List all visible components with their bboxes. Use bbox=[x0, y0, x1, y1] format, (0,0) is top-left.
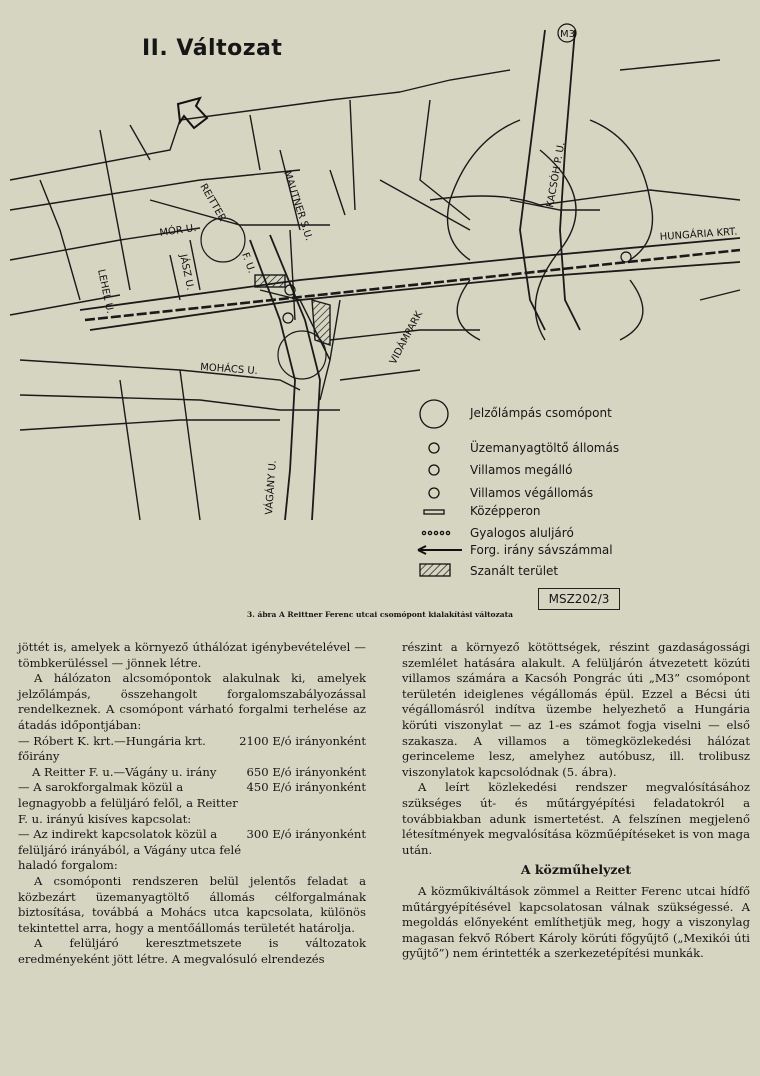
list-item bbox=[18, 780, 366, 827]
hatched-area-icon bbox=[420, 564, 450, 576]
label-kacsoh: KACSÓH P. U. bbox=[545, 141, 568, 209]
label-vagany: VÁGÁNY U. bbox=[264, 459, 279, 516]
list-item bbox=[18, 765, 366, 781]
label-mor: MÓR U. bbox=[158, 222, 198, 239]
label-reitter: REITTER bbox=[197, 182, 228, 224]
legend-label-2: Üzemanyagtöltő állomás bbox=[470, 441, 620, 455]
list-item-value: 2100 E/ó irányonként bbox=[239, 733, 366, 748]
m3-ramp-east bbox=[560, 30, 580, 330]
left-column bbox=[18, 640, 366, 967]
circle-icon bbox=[420, 400, 448, 428]
block-line bbox=[10, 92, 400, 180]
stamp-label: MSZ202/3 bbox=[538, 588, 620, 610]
fuel-station-marker bbox=[283, 313, 293, 323]
legend-symbols bbox=[418, 400, 462, 576]
section-heading: A közműhelyzet bbox=[520, 862, 632, 878]
tram-terminus-marker bbox=[621, 252, 631, 262]
left-paragraph-3: A csomóponti rendszeren belül jelentős feladat a közbezárt üzemanyagtöltő állomás célforgalmának biztosítása, továbbá a Mohács utca kapcsolata, különös tekintettel arra, hogy a mentőállomás területét határolja. bbox=[18, 873, 366, 935]
right-column bbox=[402, 640, 750, 962]
list-item-label: A Reitter F. u.—Vágány u. irány bbox=[32, 764, 217, 779]
legend-label-4: Villamos végállomás bbox=[470, 486, 594, 500]
list-item-label: — Az indirekt kapcsolatok közül a felüljáró irányából, a Vágány utca felé haladó forgalom: bbox=[18, 827, 242, 873]
fuel-station-icon bbox=[429, 443, 439, 453]
cleared-area-1 bbox=[255, 275, 285, 287]
list-item bbox=[18, 734, 366, 765]
label-fu: F. U. bbox=[239, 251, 257, 275]
legend-label-8: Szanált terület bbox=[470, 564, 559, 578]
right-paragraph-1: részint a környező kötöttségek, részint gazdaságossági szemlélet hatására alakult. A felüljárón átvezetett közúti villamos számára a Kacsóh Pongrác úti „M3” csomópont területén ideiglenes végállomás épül. Ezzel a Bécsi úti végállomásról indítva üzembe helyezhető a Hungária körúti viszonylat — az 1-es számot fogja viselni — első szakasza. A villamos a tömegközlekedési hálózat gerinceleme lesz, amelyhez autóbusz, ill. trolibusz viszonylatok kapcsolódnak (5. ábra). bbox=[402, 640, 750, 779]
tram-stop-icon bbox=[429, 465, 439, 475]
right-paragraph-2: A leírt közlekedési rendszer megvalósításához szükséges út- és műtárgyépítési feladatokról a továbbiakban adunk ismertetést. A felszínen megjelenő létesítmények megvalósítása közműépítéseket is von maga után. bbox=[402, 780, 750, 857]
legend-label-3: Villamos megálló bbox=[470, 463, 573, 477]
figure-title: II. Változat bbox=[142, 36, 283, 61]
right-paragraph-3: A közműkiváltások zömmel a Reitter Ferenc utcai hídfő műtárgyépítésével kapcsolatosan válnak szükségessé. A megoldás előnyeként említhetjük meg, hogy a viszonylag magasan fekvő Róbert Károly körúti főgyűjtő („Mexikói úti gyűjtő”) nem érintették a szerkezetépítési munkák. bbox=[402, 883, 750, 961]
left-paragraph-1: jöttét is, amelyek a környező úthálózat igénybevételével — tömbkerüléssel — jönnek létre. bbox=[18, 640, 366, 670]
north-arrow-icon bbox=[178, 98, 207, 128]
legend-label-1: Jelzőlámpás csomópont bbox=[470, 406, 612, 420]
lane-arrow-icon bbox=[418, 546, 462, 554]
legend-label-6: Gyalogos aluljáró bbox=[470, 526, 574, 540]
figure-caption: 3. ábra A Reittner Ferenc utcai csomópont kialakítási változata bbox=[247, 610, 513, 619]
list-item-value: 300 E/ó irányonként bbox=[246, 827, 366, 842]
median-icon bbox=[424, 510, 444, 514]
label-vidampark: VIDÁMPARK bbox=[387, 309, 426, 367]
list-item bbox=[18, 827, 366, 874]
traffic-load-list bbox=[18, 734, 366, 874]
label-jasz: JÁSZ U. bbox=[177, 253, 196, 292]
pedestrian-underpass-icon bbox=[422, 531, 449, 534]
tram-terminus-icon bbox=[429, 488, 439, 498]
legend-label-7: Forg. irány sávszámmal bbox=[470, 543, 613, 557]
label-hungaria: HUNGÁRIA KRT. bbox=[659, 226, 738, 243]
list-item-value: 450 E/ó irányonként bbox=[246, 780, 366, 795]
left-paragraph-4: A felüljáró keresztmetszete is változatok eredményeként jött létre. A megvalósuló elrendezés bbox=[18, 936, 366, 966]
label-lehel: LEHEL U. bbox=[95, 268, 116, 315]
list-item-value: 650 E/ó irányonként bbox=[246, 764, 366, 779]
legend-label-5: Középperon bbox=[470, 504, 541, 518]
list-item-label: — Róbert K. krt.—Hungária krt. főirány bbox=[18, 733, 206, 764]
label-mautner: MAUTNER S.U. bbox=[281, 169, 315, 243]
label-m3: M3 bbox=[560, 29, 575, 40]
list-item-label: — A sarokforgalmak közül a legnagyobb a felüljáró felől, a Reitter F. u. irányú kisíves kapcsolat: bbox=[18, 780, 238, 826]
signal-junction-1 bbox=[201, 218, 245, 262]
cleared-area-2 bbox=[312, 300, 330, 345]
left-paragraph-2: A hálózaton alcsomópontok alakulnak ki, amelyek jelzőlámpás, összehangolt forgalomszabályozással rendelkeznek. A csomópont várható forgalmi terhelése az átadás időpontjában: bbox=[18, 671, 366, 732]
label-mohacs: MOHÁCS U. bbox=[199, 362, 259, 378]
m3-ramp-west bbox=[520, 30, 545, 330]
